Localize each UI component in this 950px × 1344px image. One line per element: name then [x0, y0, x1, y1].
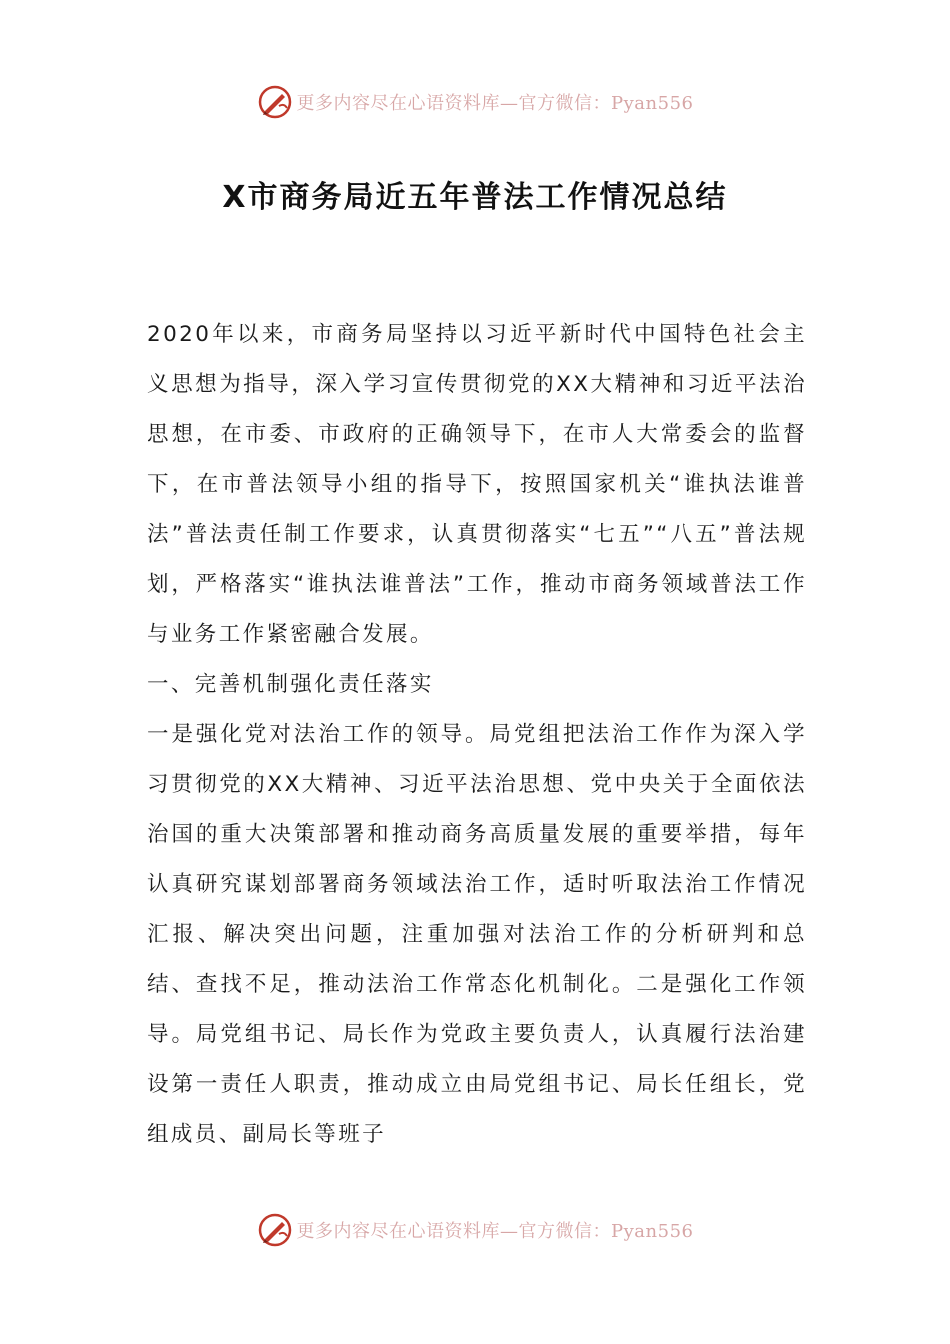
header-banner-text: 更多内容尽在心语资料库—官方微信：Pyan556: [296, 93, 694, 114]
document-title: X市商务局近五年普法工作情况总结: [222, 180, 728, 215]
footer-banner-text: 更多内容尽在心语资料库—官方微信：Pyan556: [296, 1221, 694, 1242]
header-banner: [0, 82, 950, 122]
intro-paragraph: 2020年以来，市商务局坚持以习近平新时代中国特色社会主义思想为指导，深入学习宣传贯彻党的XX大精神和习近平法治思想，在市委、市政府的正确领导下，在市人大常委会的监督下，在市普法领导小组的指导下，按照国家机关“谁执法谁普法”普法责任制工作要求，认真贯彻落实“七五”“八五”普法规划，严格落实“谁执法谁普法”工作，推动市商务领域普法工作与业务工作紧密融合发展。: [147, 322, 807, 647]
pen-logo-icon: [257, 84, 293, 120]
body-paragraph: 一是强化党对法治工作的领导。局党组把法治工作作为深入学习贯彻党的XX大精神、习近平法治思想、党中央关于全面依法治国的重大决策部署和推动商务高质量发展的重要举措，每年认真研究谋划部署商务领域法治工作，适时听取法治工作情况汇报、解决突出问题，注重加强对法治工作的分析研判和总结、查找不足，推动法治工作常态化机制化。二是强化工作领导。局党组书记、局长作为党政主要负责人，认真履行法治建设第一责任人职责，推动成立由局党组书记、局长任组长，党组成员、副局长等班子: [147, 722, 807, 1147]
document-body: [147, 310, 807, 1160]
footer-banner: [0, 1210, 950, 1250]
pen-logo-icon: [257, 1212, 293, 1248]
section-heading: 一、完善机制强化责任落实: [147, 672, 434, 697]
